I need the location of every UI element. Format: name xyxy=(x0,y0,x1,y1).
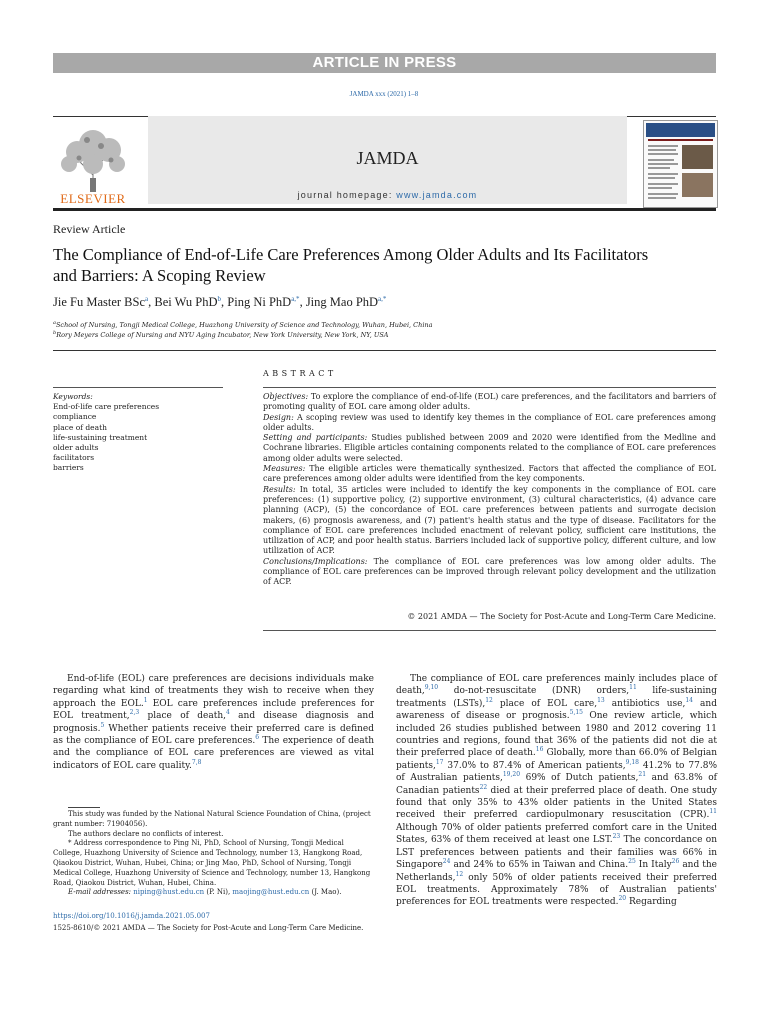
body-text: place of EOL care, xyxy=(492,698,598,709)
abstract-section-text: In total, 35 articles were included to identify the key components in the compliance of EOL care preferences: (1) supportive policy, (2) supportive environment, (3) cultural characteristics, (4) advance care planning (ACP), (5) the concordance of EOL care preferences between patients and surrogate decision makers, (6) prognosis awareness, and (7) patient's health status and the type of disease. Facilitators for the compliance of EOL care preferences included enactment of relevant policy, sufficient care institutions, the utilization of ACP, and poor health status. Barriers included lack of supportive policy, different culture, and low utilization of ACP. xyxy=(263,484,716,556)
article-in-press-banner: ARTICLE IN PRESS xyxy=(53,53,716,73)
reference-link[interactable]: 22 xyxy=(479,783,488,791)
header-bottom-rule xyxy=(53,208,716,211)
affiliations xyxy=(53,320,432,340)
abstract-section-label: Setting and participants: xyxy=(263,433,368,443)
reference-link[interactable]: 14 xyxy=(685,696,693,704)
affiliation-text: Rory Meyers College of Nursing and NYU Aging Incubator, New York University, New York, NY, USA xyxy=(56,331,389,339)
keyword: facilitators xyxy=(53,453,95,463)
email-footnote xyxy=(53,888,374,898)
affiliation-mark: a xyxy=(53,319,56,326)
body-text: The experience of death and the compliance of EOL care preferences are viewed as vital indicators of EOL care quality. xyxy=(53,736,374,771)
doi-link[interactable]: https://doi.org/10.1016/j.jamda.2021.05.007 xyxy=(53,912,210,920)
keyword: End-of-life care preferences xyxy=(53,402,160,412)
abstract-section-text: A scoping review was used to identify key themes in the compliance of EOL care preferences among older adults. xyxy=(263,412,716,432)
reference-link[interactable]: 5 xyxy=(100,721,105,729)
reference-link[interactable]: 2,3 xyxy=(129,709,140,717)
abstract-section xyxy=(263,413,716,434)
abstract-rule xyxy=(263,387,716,388)
body-text: do-not-resuscitate (DNR) orders, xyxy=(438,686,630,697)
body-text: place of death, xyxy=(139,711,227,722)
article-title: The Compliance of End-of-Life Care Preferences Among Older Adults and Its Facilitators and Barriers: A Scoping Review xyxy=(53,245,649,285)
body-text: only 50% of older patients received their preferred EOL treatments. Approximately 78% of Australian patients' preferences for EOL treatments were respected. xyxy=(396,872,717,908)
journal-homepage xyxy=(148,190,627,200)
reference-link[interactable]: 25 xyxy=(628,858,636,866)
body-text: and 63.8% of Canadian patients xyxy=(396,773,717,796)
author-affiliation-mark[interactable]: a xyxy=(145,294,149,303)
author-name: Ping Ni PhD xyxy=(227,295,292,309)
reference-link[interactable]: 26 xyxy=(671,858,680,866)
abstract-copyright: © 2021 AMDA — The Society for Post-Acute and Long-Term Care Medicine. xyxy=(407,612,716,621)
journal-name: JAMDA xyxy=(356,148,419,168)
body-text: Regarding xyxy=(626,897,677,908)
affiliation-line xyxy=(53,320,432,330)
reference-link[interactable]: 11 xyxy=(709,808,717,816)
body-text: antibiotics use, xyxy=(604,698,686,709)
email-link[interactable]: maojing@hust.edu.cn xyxy=(232,888,310,897)
email-link[interactable]: niping@hust.edu.cn xyxy=(133,888,205,897)
body-text: In Italy xyxy=(635,860,672,871)
reference-link[interactable]: 17 xyxy=(435,758,444,766)
footnote: This study was funded by the National Natural Science Foundation of China, (project grant number: 71904056). xyxy=(53,810,371,828)
abstract-section-label: Measures: xyxy=(263,464,306,474)
reference-link[interactable]: 12 xyxy=(485,696,493,704)
reference-link[interactable]: 6 xyxy=(255,734,260,742)
body-text: and 24% to 65% in Taiwan and China. xyxy=(450,860,629,871)
reference-link[interactable]: 5,15 xyxy=(569,709,583,717)
abstract-section xyxy=(263,464,716,485)
abstract-section xyxy=(263,485,716,557)
footnote: The authors declare no conflicts of interest. xyxy=(68,829,224,838)
body-column-right xyxy=(396,673,717,909)
abstract-section-text: The eligible articles were thematically synthesized. Factors that affected the compliance of EOL care preferences among older adults were identified from the key components. xyxy=(263,464,716,484)
author-affiliation-mark[interactable]: b xyxy=(217,294,222,303)
issn-line: 1525-8610/© 2021 AMDA — The Society for Post-Acute and Long-Term Care Medicine. xyxy=(53,924,364,932)
author-list: Jie Fu Master BSc$^a$, Bei Wu PhD$^b$, Ping Ni PhD$^{a,*}$, Jing Mao PhD$^{a,*}$ xyxy=(53,294,387,309)
body-text: Globally, more than 66.0% of Belgian patients, xyxy=(396,748,718,771)
keywords-label: Keywords: xyxy=(53,392,93,401)
journal-cover-thumbnail xyxy=(643,120,718,208)
homepage-link[interactable]: www.jamda.com xyxy=(396,190,478,200)
body-text: died at their preferred place of death. One study found that only 35% to 43% older patients in the United States received their preferred cardiopulmonary resuscitation (CPR). xyxy=(396,785,718,821)
abstract-section-label: Objectives: xyxy=(263,392,309,401)
body-text: 41.2% to 77.8% of Australian patients, xyxy=(396,760,717,784)
reference-link[interactable]: 7,8 xyxy=(191,758,202,766)
abstract-section xyxy=(263,433,716,464)
reference-link[interactable]: 16 xyxy=(535,746,544,754)
footnote: * Address correspondence to Ping Ni, PhD, School of Nursing, Tongji Medical College, Huazhong University of Science and Technology, number 13, Hangkong Road, Qiaokou District, Wuhan, Hubei, China; or Jing Mao, PhD, School of Nursing, Tongji Medical College, Huazhong University of Science and Technology, number 13, Hangkong Road, Qiaokou District, Wuhan, Hubei, China. xyxy=(53,839,371,887)
reference-link[interactable]: 24 xyxy=(442,858,451,866)
footnotes xyxy=(53,810,374,898)
body-text: 37.0% to 87.4% of American patients, xyxy=(443,760,626,771)
keyword: barriers xyxy=(53,463,84,473)
abstract-heading: ABSTRACT xyxy=(263,369,337,378)
keyword: compliance xyxy=(53,412,97,422)
email-label: E-mail addresses: xyxy=(68,888,132,897)
abstract-section-label: Results: xyxy=(263,484,296,494)
reference-link[interactable]: 19,20 xyxy=(502,771,521,779)
body-text: The concordance on LST preferences between patients and their families was 66% in Singapore xyxy=(396,835,718,871)
affiliation-text: School of Nursing, Tongji Medical College, Huazhong University of Science and Technology, Wuhan, Hubei, China xyxy=(55,321,433,329)
keyword: life-sustaining treatment xyxy=(53,432,148,442)
keywords-rule xyxy=(53,387,223,388)
keyword: place of death xyxy=(53,422,107,432)
reference-link[interactable]: 4 xyxy=(226,709,230,717)
footnote-rule xyxy=(68,807,100,808)
abstract-section-text: The compliance of EOL care preferences was low among older adults. The compliance of EOL care preferences can be improved through relevant policy development and the utilization of ACP. xyxy=(263,556,716,587)
body-text: The compliance of EOL care preferences mainly includes place of death, xyxy=(396,674,717,697)
email-owner: (P. Ni), xyxy=(204,888,233,897)
body-paragraph xyxy=(53,673,374,772)
reference-link[interactable]: 23 xyxy=(612,833,621,841)
affiliation-mark: b xyxy=(53,329,57,336)
reference-link[interactable]: 20 xyxy=(618,895,627,903)
body-text: and disease diagnosis and prognosis. xyxy=(53,711,374,734)
body-text: End-of-life (EOL) care preferences are decisions individuals make regarding what kind of treatments they wish to receive when they approach the EOL. xyxy=(53,674,374,709)
homepage-label: journal homepage: xyxy=(297,190,393,200)
email-owner: (J. Mao). xyxy=(309,888,342,897)
reference-link[interactable]: 21 xyxy=(638,771,647,779)
author-name: Bei Wu PhD xyxy=(154,295,218,309)
journal-citation[interactable]: JAMDA xxx (2021) 1–8 xyxy=(349,90,419,98)
body-text: and awareness of disease or prognosis. xyxy=(396,698,717,722)
abstract-body xyxy=(263,392,716,588)
body-text: EOL care preferences include preferences for EOL treatment, xyxy=(53,698,374,722)
body-text: and the Netherlands, xyxy=(396,860,717,883)
body-text: Although 70% of older patients preferred comfort care in the United States, 63% of them received at least one LST. xyxy=(396,822,717,846)
author-affiliation-mark[interactable]: a,* xyxy=(291,294,300,303)
body-text: 69% of Dutch patients, xyxy=(520,773,639,784)
reference-link[interactable]: 9,10 xyxy=(424,684,439,692)
author-affiliation-mark[interactable]: a,* xyxy=(378,294,387,303)
abstract-section-text: To explore the compliance of end-of-life (EOL) care preferences, and the facilitators and barriers of promoting quality of EOL care among older adults. xyxy=(263,392,716,412)
body-text: Whether patients receive their preferred care is defined as the compliance of EOL care preferences. xyxy=(53,723,374,747)
keywords-list xyxy=(53,402,159,473)
abstract-bottom-rule xyxy=(263,630,716,631)
body-column-left xyxy=(53,673,374,772)
affiliation-line xyxy=(53,330,432,340)
title-divider xyxy=(53,350,716,351)
publisher-wordmark: ELSEVIER xyxy=(60,191,126,206)
abstract-section xyxy=(263,557,716,588)
abstract-section-text: Studies published between 2009 and 2020 were identified from the Medline and Cochrane libraries. Eligible articles containing components related to the compliance of EOL care preferences among older adults were selected. xyxy=(263,433,716,463)
keyword: older adults xyxy=(53,443,99,453)
reference-link[interactable]: 9,18 xyxy=(625,758,639,766)
abstract-section-label: Design: xyxy=(263,412,294,422)
reference-link[interactable]: 13 xyxy=(597,696,605,704)
abstract-section xyxy=(263,392,716,413)
author-name: Jing Mao PhD xyxy=(305,295,379,309)
reference-link[interactable]: 11 xyxy=(629,684,637,692)
abstract-section-label: Conclusions/Implications: xyxy=(263,556,368,566)
body-paragraph xyxy=(396,673,717,909)
reference-link[interactable]: 12 xyxy=(455,870,464,878)
body-text: One review article, which included 26 studies published between 1980 and 2012 covering 11 countries and regions, found that 36% of the patients did not die at their preferred place of death. xyxy=(396,711,717,759)
author-name: Jie Fu Master BSc xyxy=(53,295,146,309)
keywords-box xyxy=(53,392,159,474)
reference-link[interactable]: 1 xyxy=(143,696,148,704)
article-type: Review Article xyxy=(53,222,126,236)
body-text: life-sustaining treatments (LSTs), xyxy=(396,686,717,709)
